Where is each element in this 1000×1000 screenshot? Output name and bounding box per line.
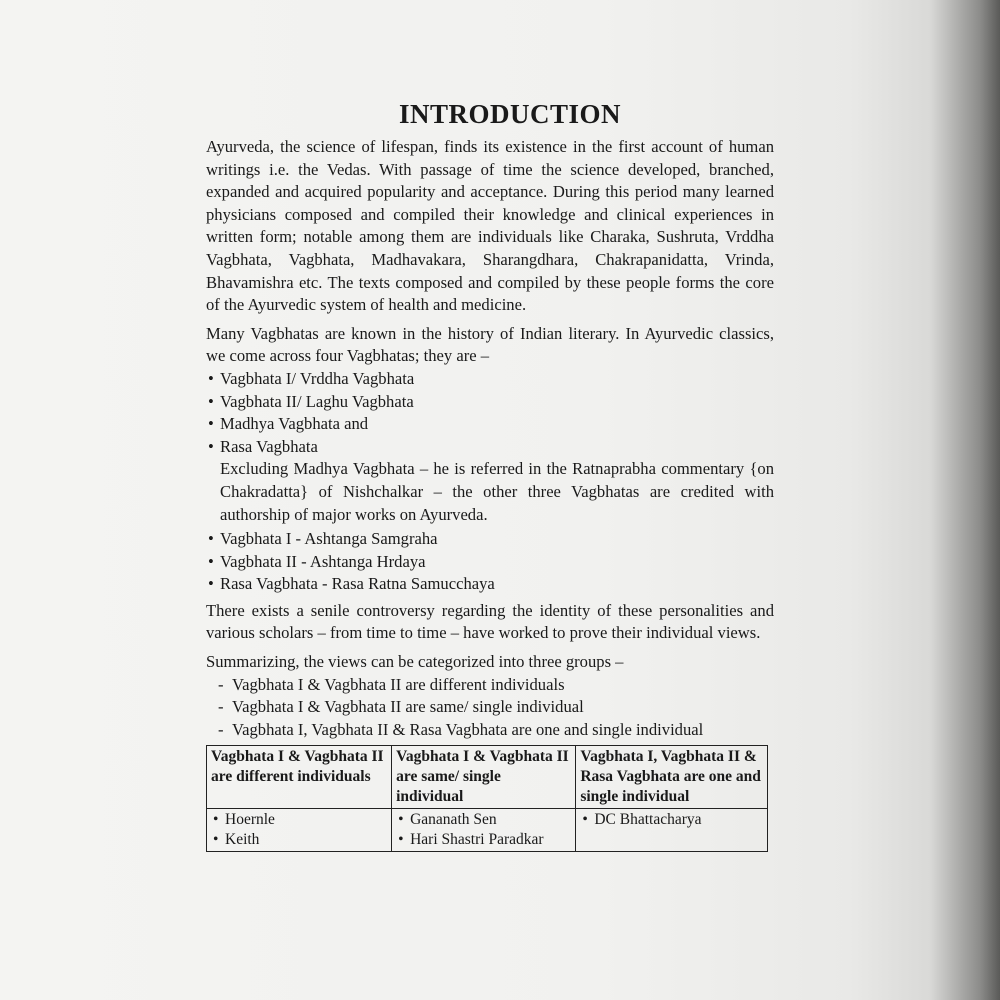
list-item: - Vagbhata I & Vagbhata II are different individuals <box>218 674 774 697</box>
groups-list <box>206 674 774 742</box>
table-header: Vagbhata I & Vagbhata II are different individuals <box>207 746 392 809</box>
scholar-item: • Hoernle <box>211 810 387 830</box>
scholar-item: • Gananath Sen <box>396 810 571 830</box>
list-item: - Vagbhata I, Vagbhata II & Rasa Vagbhata are one and single individual <box>218 719 774 742</box>
intro-paragraph: Ayurveda, the science of lifespan, finds its existence in the first account of human writings i.e. the Vedas. With passage of time the science developed, branched, expanded and acquired popularity and acceptance. During this period many learned physicians composed and compiled their knowledge and clinical experiences in written form; notable among them are individuals like Charaka, Sushruta, Vrddha Vagbhata, Vagbhata, Madhavakara, Sharangdhara, Chakrapanidatta, Vrinda, Bhavamishra etc. The texts composed and compiled by these people forms the core of the Ayurvedic system of health and medicine. <box>206 137 774 315</box>
list-item: • Rasa Vagbhata <box>206 436 774 459</box>
table-cell <box>576 809 768 852</box>
list-item: • Vagbhata I/ Vrddha Vagbhata <box>206 368 774 391</box>
list-item: • Madhya Vagbhata and <box>206 413 774 436</box>
page-title: INTRODUCTION <box>398 99 622 129</box>
table-cell <box>207 809 392 852</box>
scholar-item: • Keith <box>211 830 387 850</box>
scholar-item: • Hari Shastri Paradkar <box>396 830 571 850</box>
table-cell <box>392 809 576 852</box>
works-list <box>206 528 774 596</box>
list-item: • Rasa Vagbhata - Rasa Ratna Samucchaya <box>206 573 774 596</box>
page-content <box>206 96 774 852</box>
table-header: Vagbhata I, Vagbhata II & Rasa Vagbhata are one and single individual <box>576 746 768 809</box>
list-item: • Vagbhata II - Ashtanga Hrdaya <box>206 551 774 574</box>
views-table <box>206 745 768 852</box>
list-item: - Vagbhata I & Vagbhata II are same/ single individual <box>218 696 774 719</box>
table-header: Vagbhata I & Vagbhata II are same/ single individual <box>392 746 576 809</box>
vagbhatas-paragraph: Many Vagbhatas are known in the history of Indian literary. In Ayurvedic classics, we come across four Vagbhatas; they are – <box>206 323 774 366</box>
controversy-paragraph: There exists a senile controversy regarding the identity of these personalities and various scholars – from time to time – have worked to prove their individual views. <box>206 600 774 643</box>
list-item: • Vagbhata II/ Laghu Vagbhata <box>206 391 774 414</box>
table-row <box>207 809 768 852</box>
summary-paragraph: Summarizing, the views can be categorized into three groups – <box>206 652 624 672</box>
scholar-item: • DC Bhattacharya <box>580 810 763 830</box>
vagbhata-list <box>206 368 774 458</box>
list-item: • Vagbhata I - Ashtanga Samgraha <box>206 528 774 551</box>
excluding-paragraph: Excluding Madhya Vagbhata – he is referred in the Ratnaprabha commentary {on Chakradatta} of Nishchalkar – the other three Vagbhatas are credited with authorship of major works on Ayurveda. <box>220 459 774 524</box>
table-header-row <box>207 746 768 809</box>
